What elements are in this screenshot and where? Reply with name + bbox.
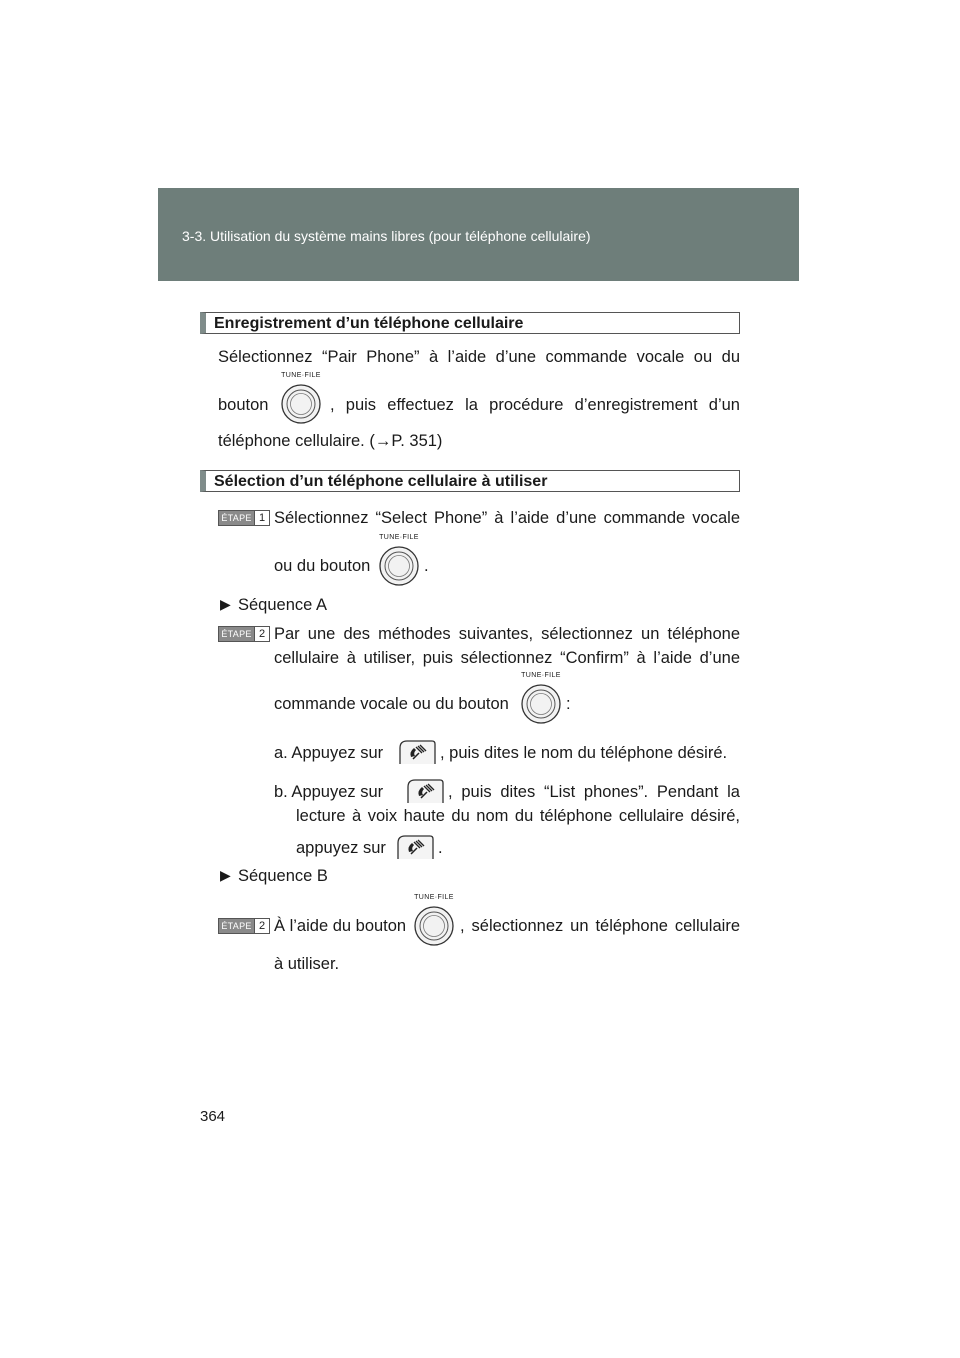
paragraph-line: Sélectionnez “Pair Phone” à l’aide d’une commande vocale ou du — [218, 348, 740, 366]
talk-switch-icon — [404, 777, 446, 805]
section-title-bar — [200, 470, 740, 492]
section-title: Enregistrement d’un téléphone cellulaire — [214, 315, 524, 332]
paragraph-line: Sélectionnez “Select Phone” à l’aide d’une commande vocale — [274, 509, 740, 527]
step-badge: ÉTAPE 2 — [218, 918, 270, 934]
tune-file-knob-icon: TUNE·FILE — [411, 894, 457, 948]
paragraph-text: ou du bouton — [274, 557, 371, 575]
list-item-text: b. Appuyez sur — [274, 783, 384, 801]
paragraph-text: . — [424, 557, 429, 575]
section-title: Sélection d’un téléphone cellulaire à utiliser — [214, 473, 548, 490]
tune-file-knob-icon: TUNE·FILE — [376, 534, 422, 588]
list-item-text: appuyez sur — [296, 839, 386, 857]
list-item-text: . — [438, 839, 443, 857]
step-badge: ÉTAPE 2 — [218, 626, 270, 642]
talk-switch-icon — [396, 738, 438, 766]
paragraph-text: à utiliser. — [274, 955, 340, 973]
tune-file-knob-icon: TUNE·FILE — [518, 672, 564, 726]
paragraph-text: À l’aide du bouton — [274, 917, 407, 935]
list-item-text: a. Appuyez sur — [274, 744, 384, 762]
talk-switch-icon — [394, 833, 436, 861]
paragraph-text: bouton — [218, 396, 269, 414]
paragraph-text: , sélectionnez un téléphone cellulaire — [460, 917, 740, 935]
paragraph-text: : — [566, 695, 571, 713]
chapter-header — [158, 188, 799, 281]
paragraph-line: Par une des méthodes suivantes, sélectionnez un téléphone — [274, 625, 740, 643]
list-item-text: lecture à voix haute du nom du téléphone cellulaire désiré, — [296, 807, 740, 825]
tune-file-knob-icon: TUNE·FILE — [278, 372, 324, 426]
chapter-title: 3-3. Utilisation du système mains libres (pour téléphone cellulaire) — [182, 228, 591, 244]
triangle-bullet-icon: ▶ — [220, 596, 231, 612]
paragraph-text: commande vocale ou du bouton — [274, 695, 509, 713]
list-item-text: , puis dites “List phones”. Pendant la — [448, 783, 740, 801]
paragraph-text: , puis effectuez la procédure d’enregistrement d’un — [330, 396, 740, 414]
paragraph-line: cellulaire à utiliser, puis sélectionnez “Confirm” à l’aide d’une — [274, 649, 740, 667]
step-badge: ÉTAPE 1 — [218, 510, 270, 526]
list-item-text: , puis dites le nom du téléphone désiré. — [440, 744, 728, 762]
triangle-bullet-icon: ▶ — [220, 867, 231, 883]
sequence-label: Séquence B — [238, 867, 328, 885]
sequence-label: Séquence A — [238, 596, 327, 614]
paragraph-text: téléphone cellulaire. (→P. 351) — [218, 432, 443, 450]
section-title-bar — [200, 312, 740, 334]
page-number: 364 — [200, 1108, 226, 1125]
